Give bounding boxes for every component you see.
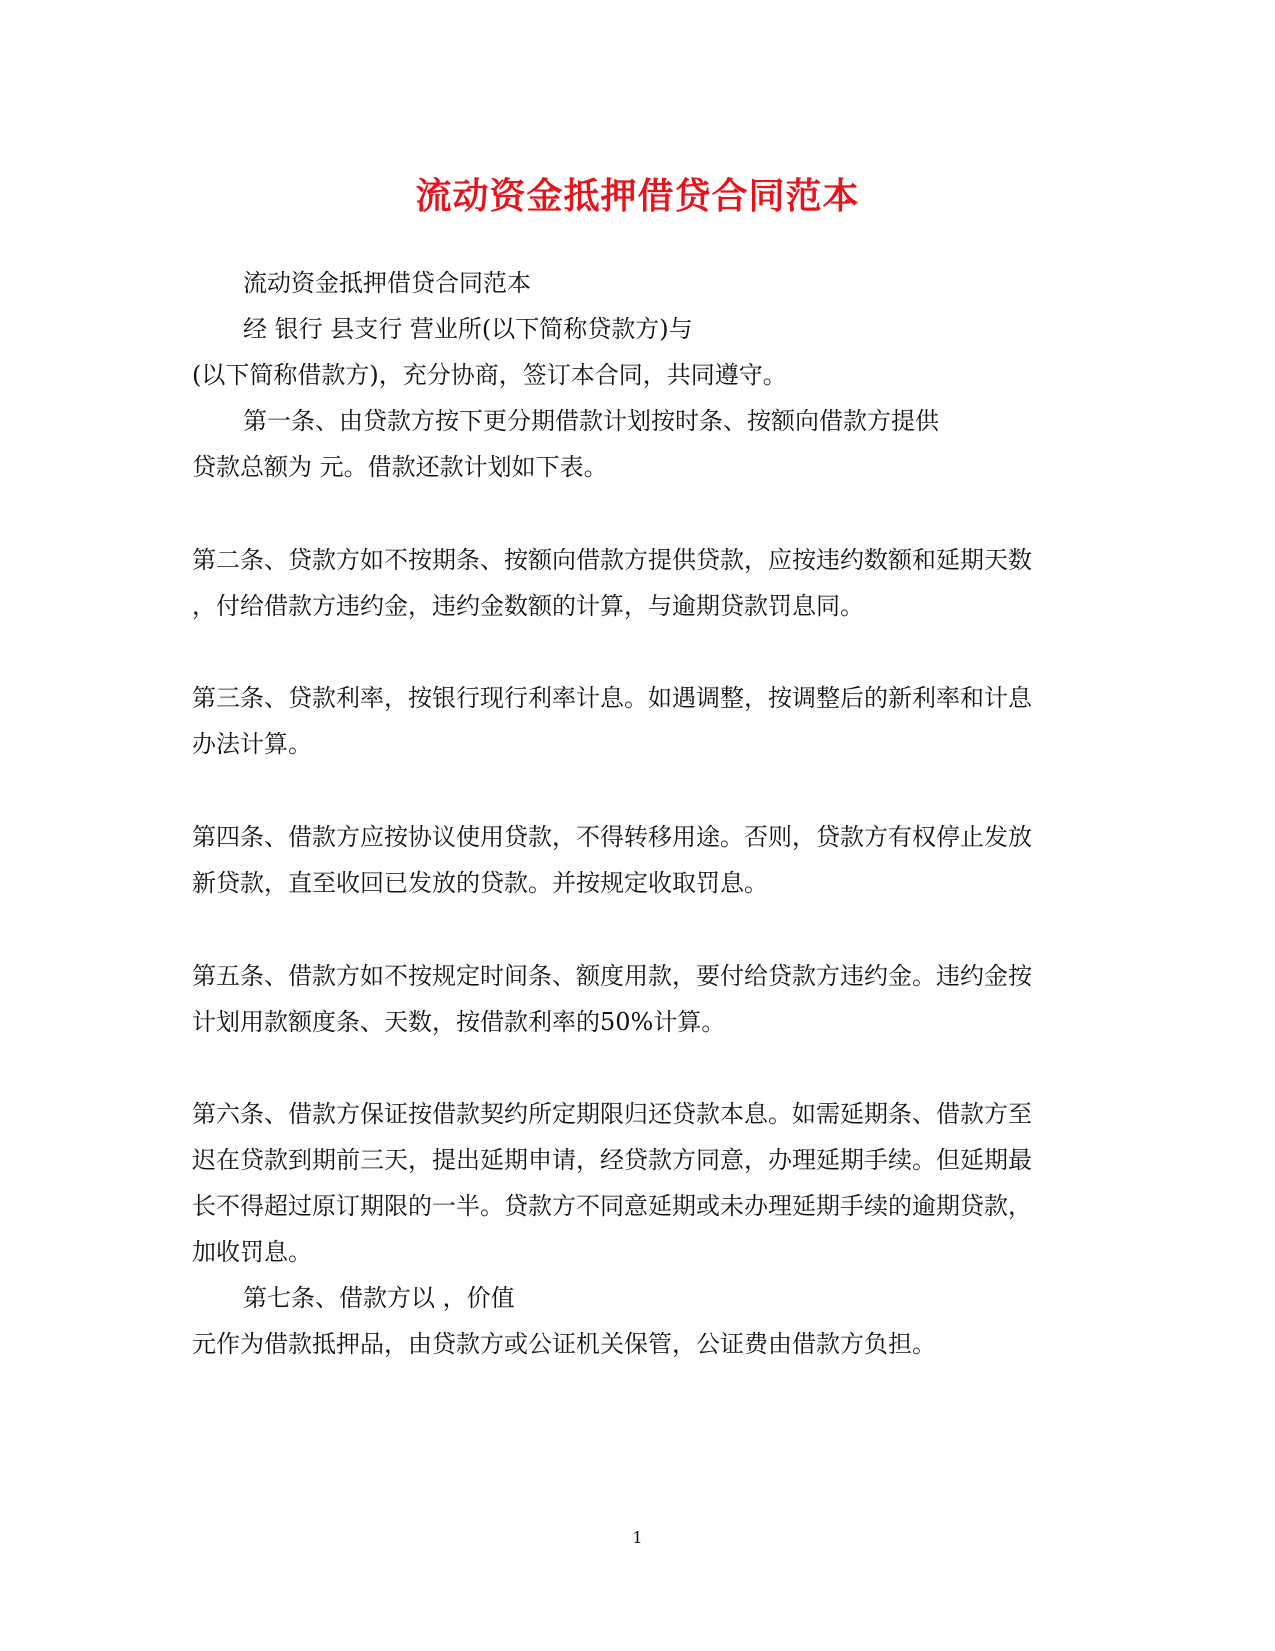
text-line: 加收罚息。	[192, 1238, 312, 1266]
text-line: 第一条、由贷款方按下更分期借款计划按时条、按额向借款方提供	[243, 407, 939, 435]
text-line: ，付给借款方违约金，违约金数额的计算，与逾期贷款罚息同。	[192, 592, 864, 620]
text-line: 经 银行 县支行 营业所(以下简称贷款方)与	[243, 315, 693, 343]
text-line: 第二条、贷款方如不按期条、按额向借款方提供贷款，应按违约数额和延期天数	[192, 546, 1032, 574]
text-line: 办法计算。	[192, 730, 312, 758]
text-line: 新贷款，直至收回已发放的贷款。并按规定收取罚息。	[192, 869, 768, 897]
text-line: 流动资金抵押借贷合同范本	[243, 269, 531, 297]
text-line: 迟在贷款到期前三天，提出延期申请，经贷款方同意，办理延期手续。但延期最	[192, 1146, 1032, 1174]
text-line: 第七条、借款方以 ，价值	[243, 1284, 515, 1312]
text-line: 元作为借款抵押品，由贷款方或公证机关保管，公证费由借款方负担。	[192, 1330, 936, 1358]
text-line: 长不得超过原订期限的一半。贷款方不同意延期或未办理延期手续的逾期贷款，	[192, 1192, 1032, 1220]
text-line: (以下简称借款方)，充分协商，签订本合同，共同遵守。	[192, 361, 787, 389]
text-line: 第六条、借款方保证按借款契约所定期限归还贷款本息。如需延期条、借款方至	[192, 1100, 1032, 1128]
text-line: 贷款总额为 元。借款还款计划如下表。	[192, 453, 608, 481]
text-line: 第三条、贷款利率，按银行现行利率计息。如遇调整，按调整后的新利率和计息	[192, 684, 1032, 712]
text-line: 计划用款额度条、天数，按借款利率的50%计算。	[192, 1008, 726, 1036]
page-number: 1	[632, 1528, 643, 1547]
document-title: 流动资金抵押借贷合同范本	[415, 175, 860, 217]
text-line: 第五条、借款方如不按规定时间条、额度用款，要付给贷款方违约金。违约金按	[192, 962, 1032, 990]
text-line: 第四条、借款方应按协议使用贷款，不得转移用途。否则，贷款方有权停止发放	[192, 823, 1032, 851]
